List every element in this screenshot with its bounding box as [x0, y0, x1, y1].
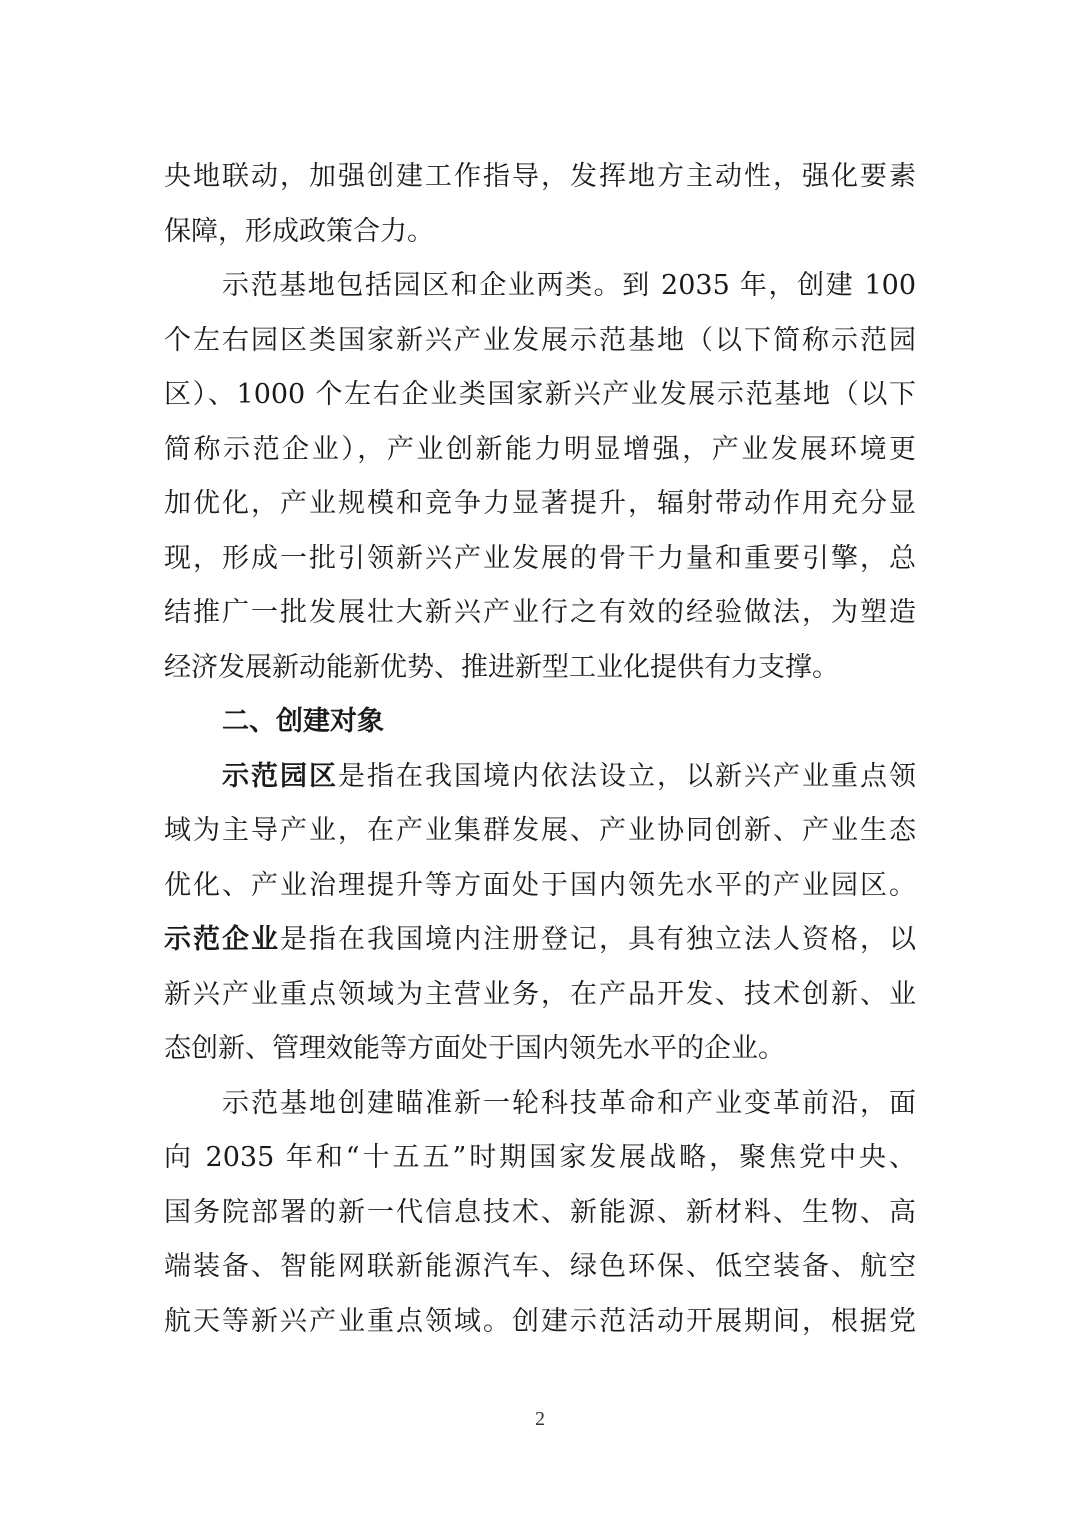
text-line: 态创新、管理效能等方面处于国内领先水平的企业。: [164, 1033, 785, 1064]
text-line: 结推广一批发展壮大新兴产业行之有效的经验做法，为塑造: [164, 597, 916, 628]
text-span: 是指在我国境内注册登记，具有独立法人资格，以: [280, 924, 916, 955]
text-line: 端装备、智能网联新能源汽车、绿色环保、低空装备、航空: [164, 1251, 916, 1282]
text-line: 经济发展新动能新优势、推进新型工业化提供有力支撑。: [164, 651, 839, 683]
text-line: 区）、1000 个左右企业类国家新兴产业发展示范基地（以下: [164, 379, 916, 410]
text-line: 向 2035 年和“十五五”时期国家发展战略，聚焦党中央、: [164, 1142, 916, 1173]
text-line: [164, 913, 916, 968]
section-heading: 二、创建对象: [222, 706, 384, 737]
term-demo-enterprise: 示范企业: [164, 924, 280, 955]
term-demo-park: 示范园区: [222, 760, 338, 792]
text-line: 示范基地包括园区和企业两类。到 2035 年，创建 100: [222, 270, 916, 301]
text-line: 保障，形成政策合力。: [164, 215, 434, 247]
text-line: 域为主导产业，在产业集群发展、产业协同创新、产业生态: [164, 815, 916, 846]
text-span: 是指在我国境内依法设立，以新兴产业重点领: [338, 760, 916, 792]
text-line: 国务院部署的新一代信息技术、新能源、新材料、生物、高: [164, 1196, 916, 1228]
text-line: 新兴产业重点领域为主营业务，在产品开发、技术创新、业: [164, 978, 916, 1010]
text-line: 现，形成一批引领新兴产业发展的骨干力量和重要引擎，总: [164, 542, 916, 574]
text-line: [164, 750, 916, 805]
text-line: 航天等新兴产业重点领域。创建示范活动开展期间，根据党: [164, 1305, 916, 1337]
text-line: 简称示范企业），产业创新能力明显增强，产业发展环境更: [164, 433, 916, 465]
text-line: 个左右园区类国家新兴产业发展示范基地（以下简称示范园: [164, 324, 916, 356]
text-line: 示范基地创建瞄准新一轮科技革命和产业变革前沿，面: [222, 1087, 916, 1119]
text-line: 央地联动，加强创建工作指导，发挥地方主动性，强化要素: [164, 161, 916, 192]
text-line: 加优化，产业规模和竞争力显著提升，辐射带动作用充分显: [164, 488, 916, 519]
page-number: 2: [535, 1408, 545, 1430]
document-body: [164, 150, 916, 1349]
text-line: 优化、产业治理提升等方面处于国内领先水平的产业园区。: [164, 869, 916, 901]
